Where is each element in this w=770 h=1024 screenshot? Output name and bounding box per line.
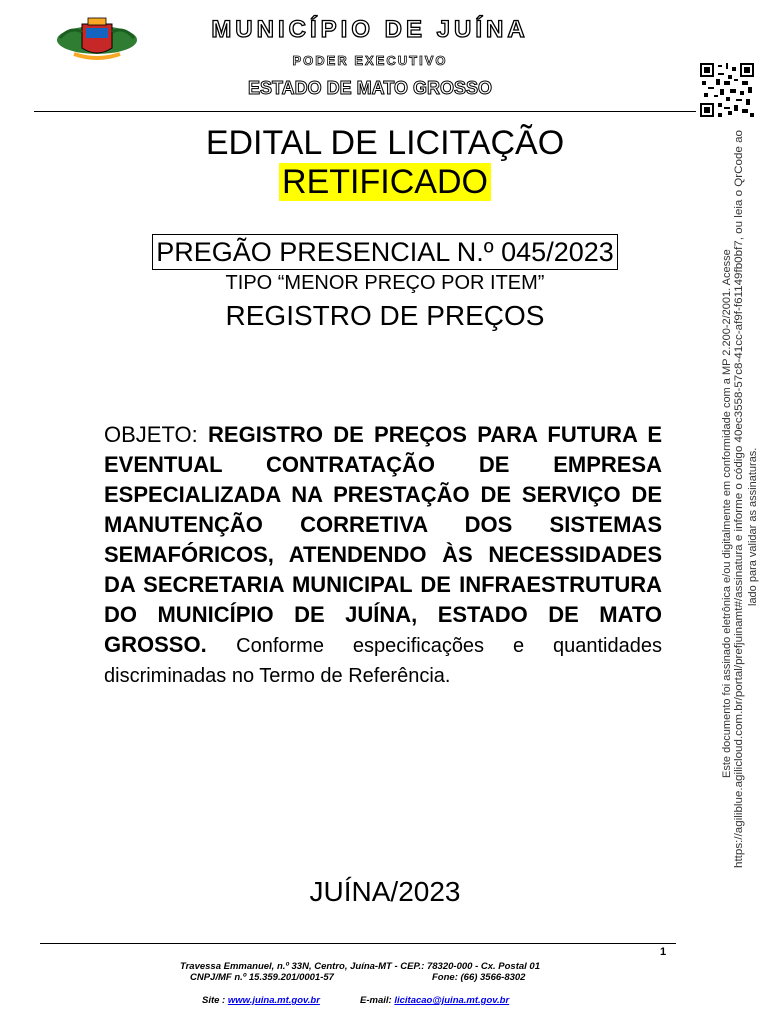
objeto-conforme: Conforme especificações e quantidades discriminadas no Termo de Referência. — [104, 635, 662, 687]
registro-precos-title: REGISTRO DE PREÇOS — [225, 300, 545, 331]
footer-address: Travessa Emmanuel, n.º 33N, Centro, Juína-MT - CEP.: 78320-000 - Cx. Postal 01 — [179, 961, 541, 972]
footer-phone: Fone: (66) 3566-8302 — [432, 972, 526, 983]
site-label: Site : — [202, 995, 226, 1006]
page-number: 1 — [660, 946, 667, 958]
footer-cnpj: CNPJ/MF n.º 15.359.201/0001-57 — [190, 972, 334, 983]
objeto-description: REGISTRO DE PREÇOS PARA FUTURA E EVENTUAL CONTRATAÇÃO DE EMPRESA ESPECIALIZADA NA PRESTAÇÃO DE SERVIÇO DE MANUTENÇÃO CORRETIVA DOS SISTEMAS SEMAFÓRICOS, ATENDENDO ÀS NECESSIDADES DA SECRETARIA MUNICIPAL DE INFRAESTRUTURA DO MUNICÍPIO DE JUÍNA, ESTADO DE MATO GROSSO. — [104, 422, 662, 657]
email-link[interactable]: licitacao@juina.mt.gov.br — [394, 995, 510, 1006]
objeto-label: OBJETO: — [104, 422, 198, 447]
site-link[interactable]: www.juina.mt.gov.br — [227, 995, 320, 1006]
email-label: E-mail: — [360, 995, 392, 1006]
signature-validation-text — [708, 128, 768, 870]
footer-site — [202, 995, 320, 1006]
qr-code-icon[interactable] — [700, 63, 754, 117]
header-state: ESTADO DE MATO GROSSO — [247, 78, 493, 98]
pregao-number: PREGÃO PRESENCIAL N.º 045/2023 — [152, 234, 618, 270]
municipal-crest-icon — [52, 14, 142, 62]
objeto-paragraph — [104, 420, 662, 690]
title-retificado: RETIFICADO — [279, 163, 491, 201]
header-divider — [34, 111, 696, 112]
footer-divider — [40, 943, 676, 944]
side-text-line3: lado para validar as assinaturas. — [747, 447, 759, 606]
side-text-line2[interactable]: https://agiliblue.agilicloud.com.br/portal/prefjuinamt#/assinatura e informe o código 40ec3558-57c8-41cc-af9f-f61149fb0bf7, ou leia o QrCode ao — [733, 168, 745, 868]
title-retificado-wrap — [90, 163, 680, 202]
side-text-line1: Este documento foi assinado eletrônica e/ou digitalmente em conformidade com a MP 2.200-2/2001. Acesse — [721, 249, 733, 778]
header-municipality: MUNICÍPIO DE JUÍNA — [211, 16, 529, 43]
title-edital: EDITAL DE LICITAÇÃO — [205, 124, 565, 162]
tipo-line: TIPO “MENOR PREÇO POR ITEM” — [225, 272, 545, 294]
header-power: PODER EXECUTIVO — [292, 53, 448, 68]
pregao-box-wrap — [90, 234, 680, 270]
footer-email — [360, 995, 509, 1006]
city-year: JUÍNA/2023 — [309, 876, 461, 907]
